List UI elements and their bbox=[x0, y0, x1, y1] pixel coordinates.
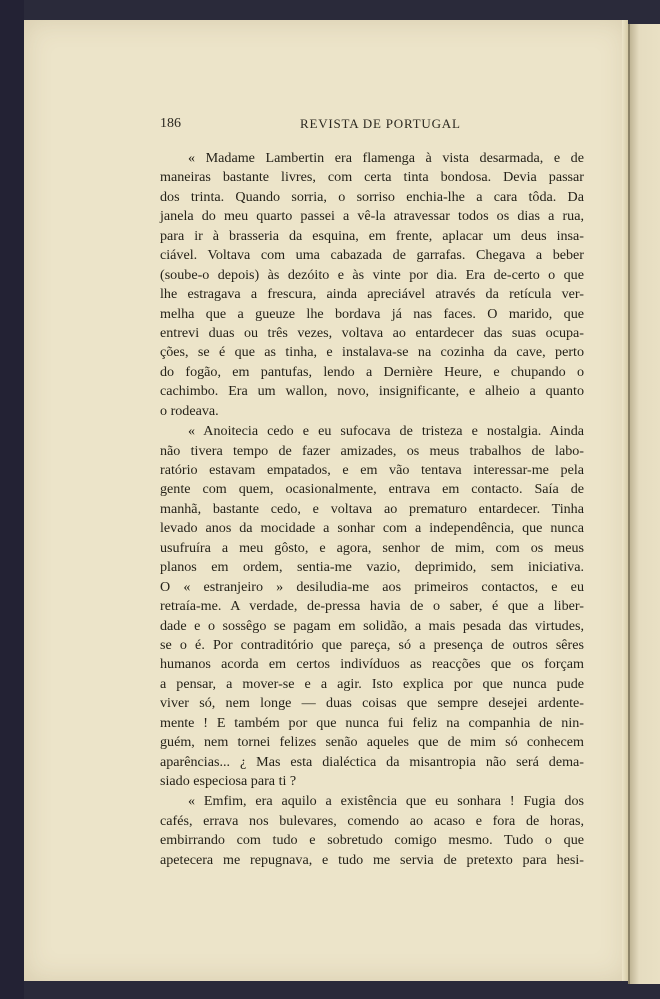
text-line: aparências... ¿ Mas esta dialéctica da misantropia não será dema- bbox=[160, 753, 584, 770]
text-line: apetecera me repugnava, e tudo me servia de pretexto para hesi- bbox=[160, 851, 584, 868]
text-line: a pensar, a mover-se e a agir. Isto explica por que nunca pude bbox=[160, 675, 584, 692]
text-line: melha que a gueuze lhe bordava já nas faces. O marido, que bbox=[160, 305, 584, 322]
text-line: manhã, bastante cedo, e voltava ao prematuro entardecer. Tinha bbox=[160, 500, 584, 517]
text-line: « Madame Lambertin era flamenga à vista desarmada, e de bbox=[188, 150, 584, 166]
text-line: ções, se é que as tinha, e instalava-se na cozinha da cave, perto bbox=[160, 344, 584, 361]
text-line: humanos acorda em certos indivíduos as reacções que os forçam bbox=[160, 656, 584, 673]
text-line: do fogão, em pantufas, lendo a Dernière Heure, e chupando o bbox=[160, 363, 584, 380]
text-line: levado anos da mocidade a sonhar com a independência, que nunca bbox=[160, 520, 584, 537]
text-line: se o é. Por contraditório que pareça, só a presença de outros sêres bbox=[160, 636, 584, 653]
book-spine-shadow bbox=[628, 24, 630, 984]
text-line: retraía-me. A verdade, de-pressa havia de o saber, é que a liber- bbox=[160, 598, 584, 615]
text-line: « Emfim, era aquilo a existência que eu sonhara ! Fugia dos bbox=[188, 793, 584, 810]
text-line: mente ! E também por que nunca fui feliz na companhia de nin- bbox=[160, 714, 584, 731]
text-line: cachimbo. Era um wallon, novo, insignificante, e alheio a quanto bbox=[160, 383, 584, 400]
text-line: não tivera tempo de fazer amizades, os meus trabalhos de labo- bbox=[160, 442, 584, 459]
text-line: viver só, nem longe — duas coisas que sempre desejei ardente- bbox=[160, 695, 584, 712]
text-line: planos em ordem, sentia-me vazio, deprimido, sem iniciativa. bbox=[160, 559, 584, 576]
text-line: dade e o sossêgo se pagam em solidão, a mais pesada das virtudes, bbox=[160, 617, 584, 634]
text-line: (soube-o depois) às dezóito e às vinte por dia. Era de-certo o que bbox=[160, 266, 584, 283]
text-line: guém, nem tornei felizes senão aqueles que de mim só conhecem bbox=[160, 734, 584, 751]
text-line: janela do meu quarto passei a vê-la atravessar todos os dias a rua, bbox=[160, 208, 584, 225]
text-line: lhe estragava a frescura, ainda apreciável através da retícula ver- bbox=[160, 286, 584, 303]
body-text bbox=[160, 149, 584, 870]
text-line: o rodeava. bbox=[160, 402, 219, 419]
text-line: dos trinta. Quando sorria, o sorriso enchia-lhe a cara tôda. Da bbox=[160, 188, 584, 205]
text-line: gente com quem, ocasionalmente, entrava em contacto. Saía de bbox=[160, 481, 584, 498]
text-line: siado especiosa para ti ? bbox=[160, 773, 297, 789]
text-line: ciável. Voltava com uma cabazada de garrafas. Chegava a beber bbox=[160, 247, 584, 264]
book-left-edge bbox=[0, 0, 24, 999]
text-line: embirrando com tudo e sobretudo comigo mesmo. Tudo o que bbox=[160, 832, 584, 849]
text-line: O « estranjeiro » desiludia-me aos primeiros contactos, e eu bbox=[160, 578, 584, 595]
page-header bbox=[160, 116, 584, 136]
facing-page-edge bbox=[628, 24, 660, 984]
text-line: usufruíra a meu gôsto, e agora, senhor de mim, com os meus bbox=[160, 539, 584, 556]
text-line: para ir à brasseria da esquina, em frente, aplacar um deus insa- bbox=[160, 227, 584, 244]
page-gutter-shadow bbox=[622, 20, 628, 981]
page-number: 186 bbox=[160, 116, 181, 131]
text-line: « Anoitecia cedo e eu sufocava de tristeza e nostalgia. Ainda bbox=[188, 423, 584, 440]
text-line: cafés, errava nos bulevares, comendo ao acaso e fora de horas, bbox=[160, 812, 584, 829]
text-line: ratório estavam empatados, e em vão tentava interessar-me pela bbox=[160, 462, 584, 478]
running-title: REVISTA DE PORTUGAL bbox=[300, 116, 461, 131]
text-line: entrevi duas ou três vezes, voltava ao entardecer das suas ocupa- bbox=[160, 324, 584, 341]
text-line: maneiras bastante livres, com certa tinta bondosa. Devia passar bbox=[160, 169, 584, 186]
